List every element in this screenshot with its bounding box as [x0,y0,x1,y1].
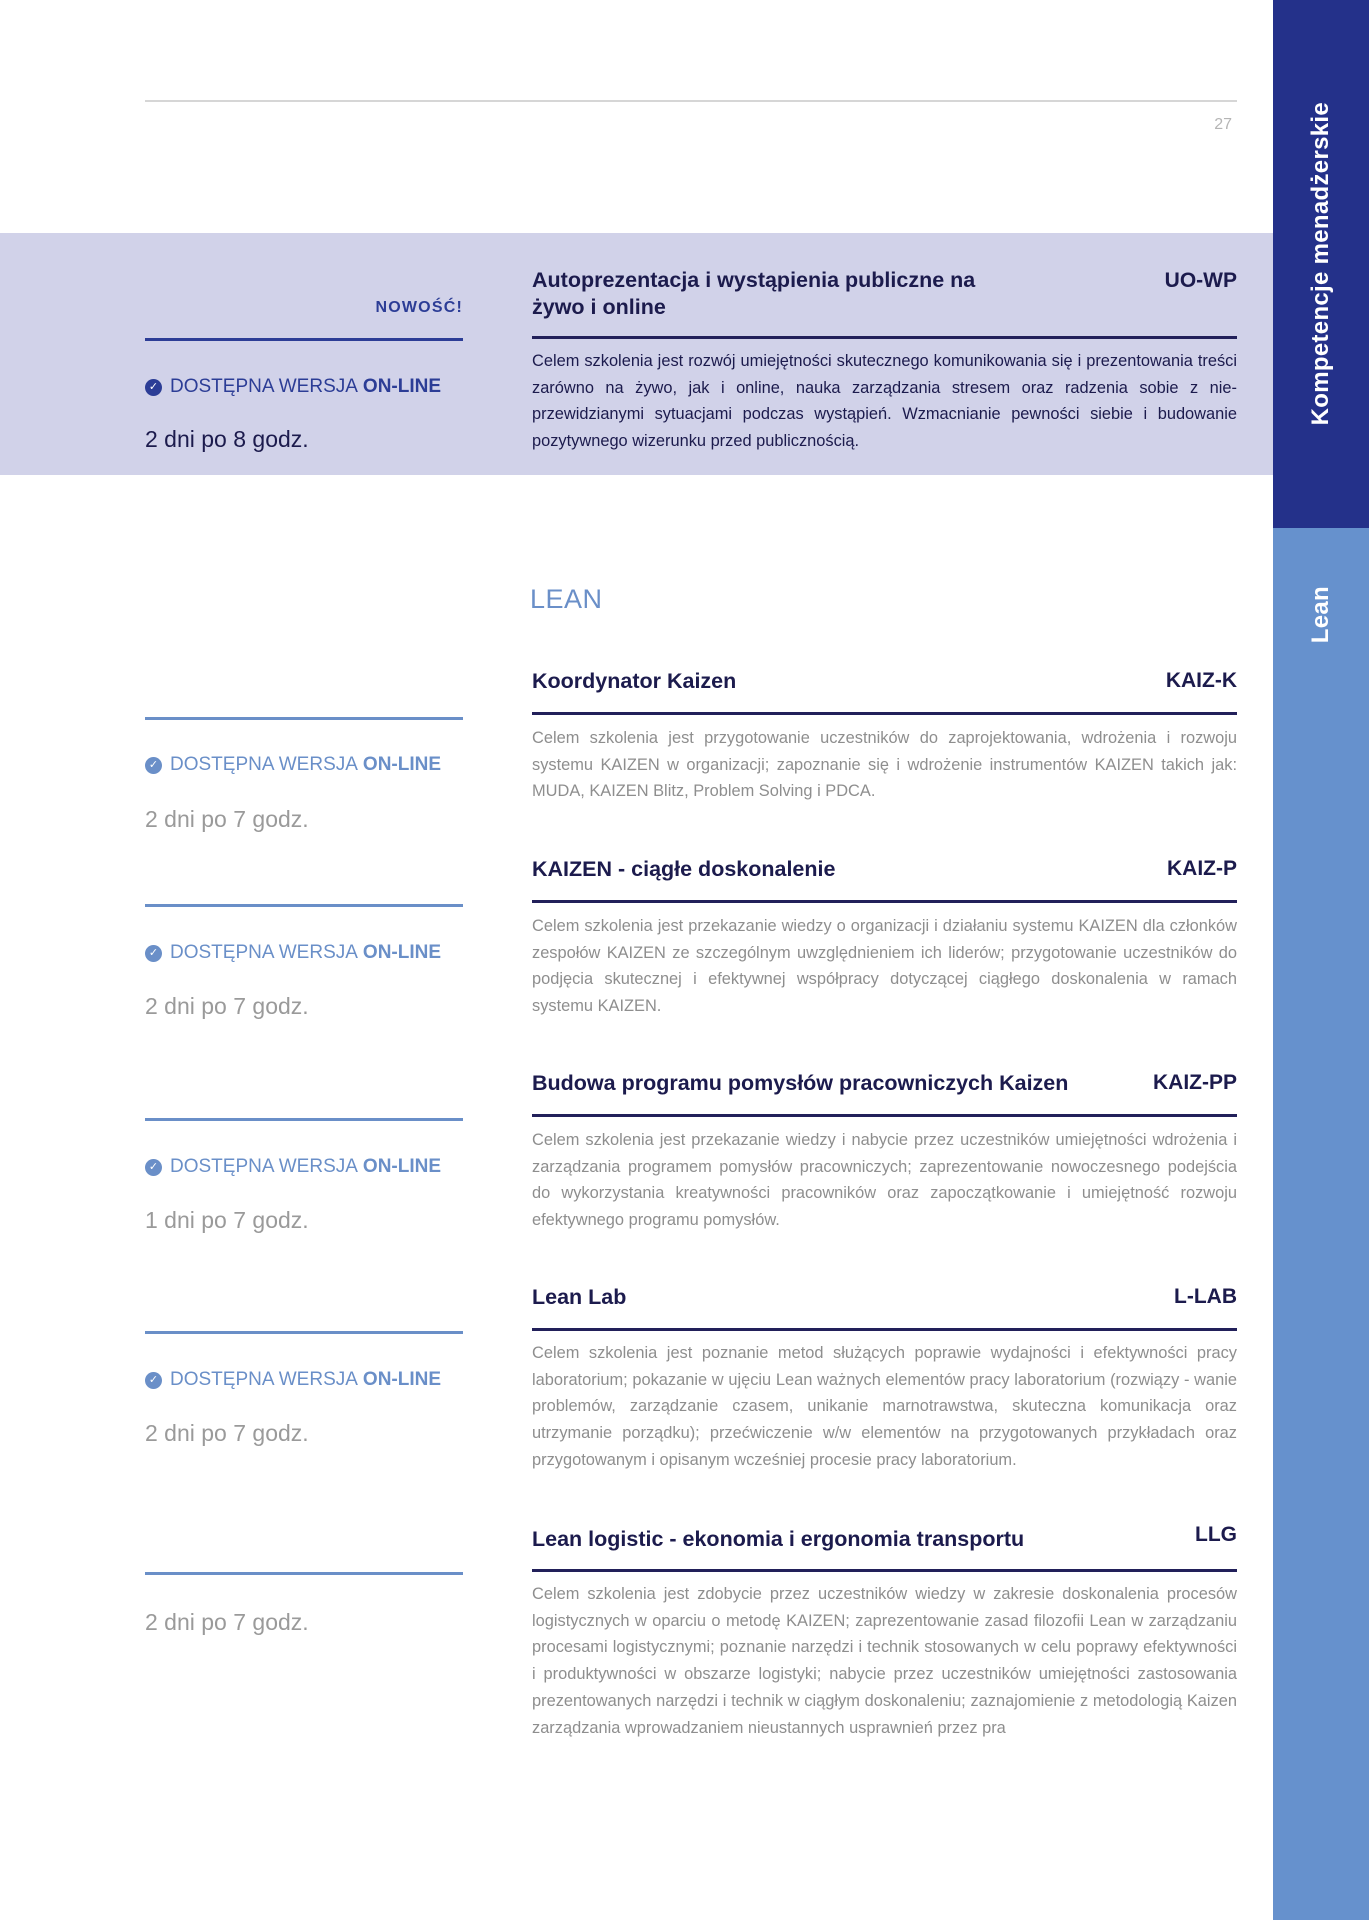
online-availability [145,376,441,398]
course-duration: 2 dni po 8 godz. [145,426,309,452]
online-label-bold: ON-LINE [362,1156,442,1177]
online-label: DOSTĘPNA WERSJA [170,1156,358,1177]
course-title[interactable]: Autoprezentacja i wystąpienia publiczne na żywo i online [532,268,976,319]
course-body [532,660,1237,840]
course-code: KAIZ-PP [1153,1071,1237,1094]
divider [532,336,1237,339]
course-meta [145,233,463,475]
online-label: DOSTĘPNA WERSJA [170,1369,358,1390]
divider [145,904,463,907]
check-circle-icon: ✓ [145,1372,162,1389]
online-label-bold: ON-LINE [362,1369,442,1390]
course-body [532,1062,1237,1262]
course-meta [145,660,463,840]
featured-course [0,233,1273,475]
online-availability [145,754,441,776]
course-code: KAIZ-K [1165,669,1237,692]
sidebar-tab-kompetencje[interactable] [1273,0,1369,528]
course-duration: 1 dni po 7 godz. [145,1207,309,1233]
divider [532,712,1237,715]
course-meta [145,1062,463,1262]
course-body [532,848,1237,1048]
course-duration: 2 dni po 7 godz. [145,1609,309,1635]
sidebar-tab-label: Kompetencje menadżerskie [1307,102,1334,426]
course-title[interactable]: Lean Lab [532,1285,627,1309]
course-item [0,1516,1273,1756]
course-description: Celem szkolenia jest rozwój umiejętności skutecznego komunikowania się i prezentowania treści zarówno na żywo, jak i online, nauka zarządzania stresem oraz radzenia sobie z nieprzewidzianymi sytuacjami podczas wystąpień. Wzmacnianie pewności siebie i budowanie pozytywnego wizerunku przed publicznością. [532,352,1237,451]
divider [532,1569,1237,1572]
online-label-bold: ON-LINE [362,942,442,963]
course-title[interactable]: Koordynator Kaizen [532,669,737,693]
course-body [532,1276,1237,1496]
course-description: Celem szkolenia jest przekazanie wiedzy i nabycie przez uczestników umiejętności wdrożenia i zarządzania programem pomysłów pracowniczych; zaprezentowanie nowoczesnego podejścia do wykorzystania kreatywności pracowników oraz zapoczątkowanie i umiejętność rozwoju efektywnego programu pomysłów. [532,1131,1237,1230]
online-availability [145,1156,441,1178]
course-meta [145,1516,463,1756]
course-description: Celem szkolenia jest zdobycie przez uczestników wiedzy w zakresie doskonalenia procesów logistycznych w oparciu o metodę KAIZEN; zaprezentowanie zasad filozofii Lean w zarządzaniu procesami logistycznymi; poznanie narzędzi i technik stosowanych w celu poprawy efektywności i produktywności w obszarze logistyki; nabycie przez uczestników umiejętności zastosowania prezentowanych narzędzi i technik w ciągłym doskonaleniu; zaznajomienie z metodologią Kaizen zarządzania wprowadzaniem nieustannych usprawnień przez pra [532,1585,1237,1737]
online-label-bold: ON-LINE [362,754,442,775]
course-description: Celem szkolenia jest poznanie metod służących poprawie wydajności i efektywności pracy laboratorium; pokazanie w ujęciu Lean ważnych elementów pracy laboratorium (rozwiązy - wanie problemów, zarządzanie czasem, unikanie marnotrawstwa, skuteczna komunikacja oraz utrzymanie porządku); przećwiczenie w/w elementów na przygotowanych przykładach oraz przygotowanym i opisanym wcześniej procesie pracy laboratorium. [532,1344,1237,1469]
course-meta [145,848,463,1048]
check-circle-icon: ✓ [145,1159,162,1176]
online-availability [145,1369,441,1391]
section-title: LEAN [530,584,603,614]
course-code: UO-WP [1164,269,1237,292]
check-circle-icon: ✓ [145,757,162,774]
divider [145,1572,463,1575]
course-meta [145,1276,463,1496]
sidebar-tab-label: Lean [1307,586,1334,644]
online-label: DOSTĘPNA WERSJA [170,754,358,775]
header-rule [145,100,1237,102]
divider [145,338,463,341]
course-code: L-LAB [1174,1285,1237,1308]
course-item [0,660,1273,840]
course-body [532,1516,1237,1756]
online-label: DOSTĘPNA WERSJA [170,376,358,397]
course-item [0,848,1273,1048]
course-duration: 2 dni po 7 godz. [145,1420,309,1446]
divider [532,1328,1237,1331]
online-label-bold: ON-LINE [362,376,442,397]
divider [145,1118,463,1121]
course-body [532,233,1237,475]
divider [532,1114,1237,1117]
course-duration: 2 dni po 7 godz. [145,993,309,1019]
course-description: Celem szkolenia jest przekazanie wiedzy o organizacji i działaniu systemu KAIZEN dla członków zespołów KAIZEN ze szczególnym uwzględnieniem ich liderów; przygotowanie uczestników do podjęcia skutecznej i efektywnej współpracy dotyczącej ciągłego doskonalenia w ramach systemu KAIZEN. [532,917,1237,1016]
check-circle-icon: ✓ [145,945,162,962]
online-label: DOSTĘPNA WERSJA [170,942,358,963]
course-title[interactable]: Budowa programu pomysłów pracowniczych Kaizen [532,1071,1069,1095]
online-availability [145,942,441,964]
sidebar-tab-lean[interactable] [1273,528,1369,1920]
course-code: LLG [1195,1523,1237,1546]
divider [145,1331,463,1334]
course-title[interactable]: KAIZEN - ciągłe doskonalenie [532,857,836,881]
course-code: KAIZ-P [1167,857,1237,880]
divider [145,717,463,720]
divider [532,900,1237,903]
check-circle-icon: ✓ [145,379,162,396]
course-description: Celem szkolenia jest przygotowanie uczestników do zaprojektowania, wdrożenia i rozwoju systemu KAIZEN w organizacji; zapoznanie się i wdrożenie instrumentów KAIZEN takich jak: MUDA, KAIZEN Blitz, Problem Solving i PDCA. [532,729,1237,801]
course-item [0,1062,1273,1262]
course-title[interactable]: Lean logistic - ekonomia i ergonomia transportu [532,1527,1025,1551]
page-number: 27 [1214,116,1232,133]
new-badge: NOWOŚĆ! [375,299,463,316]
course-item [0,1276,1273,1496]
course-duration: 2 dni po 7 godz. [145,806,309,832]
